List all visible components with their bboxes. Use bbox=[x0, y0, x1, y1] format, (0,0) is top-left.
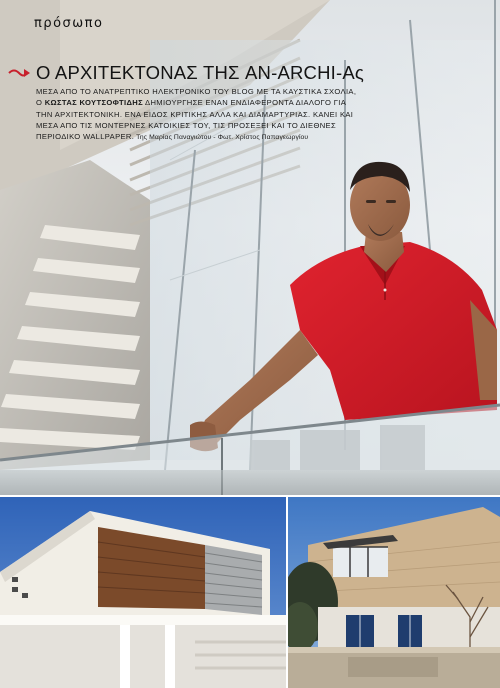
intro-line-4: ΜΕΣΑ ΑΠΟ ΤΙΣ ΜΟΝΤΕΡΝΕΣ ΚΑΤΟΙΚΙΕΣ ΤΟΥ, ΤΙΣ ΠΡΟΣΕΞΕΙ ΚΑΙ ΤΟ ΔΙΕΘΝΕΣ bbox=[36, 120, 337, 130]
intro-paragraph bbox=[36, 86, 466, 143]
residence-illustration bbox=[288, 497, 500, 688]
intro-line-2-prefix: Ο bbox=[36, 98, 45, 108]
intro-line-5-text: ΠΕΡΙΟΔΙΚΟ WALLPAPER. bbox=[36, 132, 135, 142]
intro-line-1: ΜΕΣΑ ΑΠΟ ΤΟ ΑΝΑΤΡΕΠΤΙΚΟ ΗΛΕΚΤΡΟΝΙΚΟ ΤΟΥ BLOG ΜΕ ΤΑ ΚΑΥΣΤΙΚΑ ΣΧΟΛΙΑ, bbox=[36, 87, 357, 96]
arrow-right-icon bbox=[8, 67, 30, 79]
architect-name: ΚΩΣΤΑΣ ΚΟΥΤΣΟΦΤΙΔΗΣ bbox=[44, 98, 143, 108]
section-tag: πρόσωπο bbox=[34, 16, 104, 31]
intro-line-5 bbox=[36, 131, 466, 143]
intro-line-2-suffix: ΔΗΜΙΟΥΡΓΗΣΕ ΕΝΑΝ ΕΝΔΙΑΦΕΡΟΝΤΑ ΔΙΑΛΟΓΟ ΓΙΑ bbox=[143, 98, 347, 108]
photo-credit: Της Μαρίας Παναγιώτου - Φωτ. Χρίστος Παπαγεωργίου bbox=[134, 134, 309, 142]
headline bbox=[8, 62, 364, 84]
headline-text: Ο ΑΡΧΙΤΕΚΤΟΝΑΣ ΤΗΣ AN-ARCHI-Aς bbox=[36, 62, 365, 83]
modern-house-illustration bbox=[0, 497, 286, 688]
intro-line-3: ΤΗΝ ΑΡΧΙΤΕΚΤΟΝΙΚΗ. ΕΝΑ ΕΙΔΟΣ ΚΡΙΤΙΚΗΣ ΑΛΛΑ ΚΑΙ ΔΙΑΜΑΡΤΥΡΙΑΣ. ΚΑΝΕΙ ΚΑΙ bbox=[36, 109, 354, 119]
house-photo-left bbox=[0, 497, 286, 688]
house-photo-right bbox=[288, 497, 500, 688]
intro-line-2 bbox=[36, 97, 466, 108]
